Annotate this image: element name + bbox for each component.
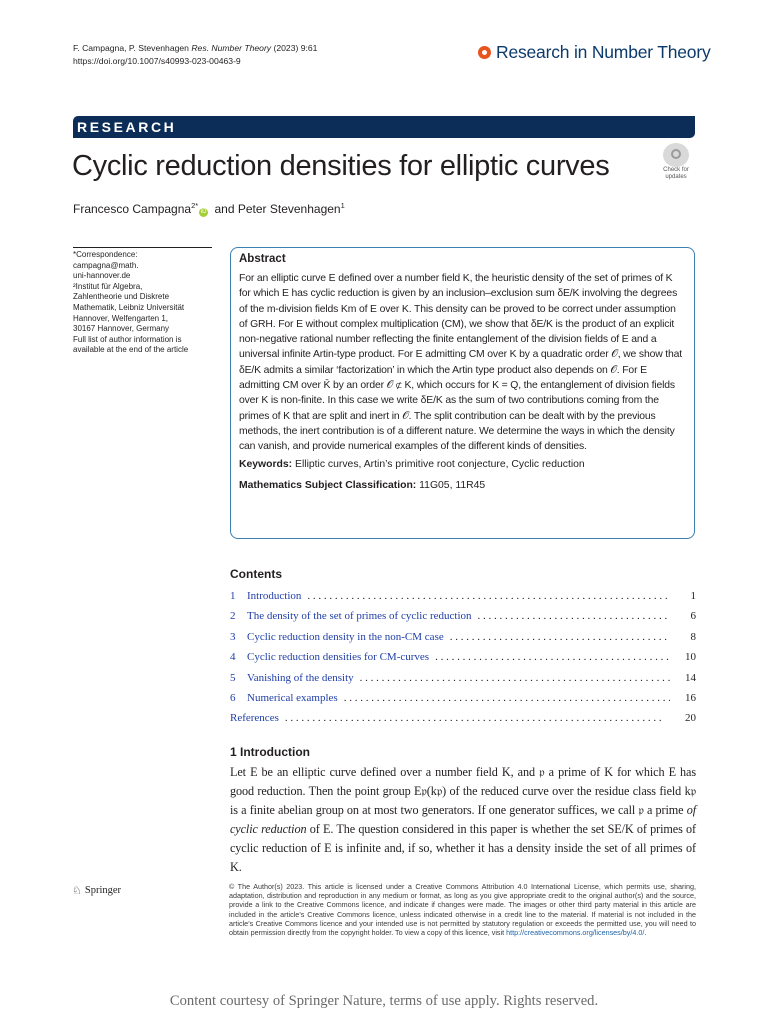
check-for-updates-label-2: updates <box>665 174 687 180</box>
courtesy-notice: Content courtesy of Springer Nature, terms of use apply. Rights reserved. <box>169 993 599 1009</box>
toc-item-vanishing[interactable] <box>230 668 696 688</box>
table-of-contents <box>230 586 696 729</box>
msc-label: Mathematics Subject Classification: <box>239 479 417 491</box>
citation-line <box>73 42 317 55</box>
msc-value: 11G05, 11R45 <box>419 479 486 491</box>
msc-classification <box>239 478 686 493</box>
intro-italic: of cyclic reduction <box>230 803 696 836</box>
toc-leader <box>279 708 670 728</box>
license-notice <box>229 882 696 937</box>
keywords <box>239 457 686 472</box>
license-end: . <box>644 928 647 938</box>
side-notes <box>73 250 218 356</box>
citation-authors: F. Campagna, P. Stevenhagen <box>73 43 189 53</box>
publisher-logo <box>72 884 121 897</box>
toc-label[interactable]: References <box>230 712 279 725</box>
section-heading-introduction: 1 Introduction <box>230 745 310 759</box>
toc-label[interactable]: Vanishing of the density <box>247 671 354 684</box>
doi-link[interactable]: https://doi.org/10.1007/s40993-023-00463-9 <box>73 56 241 66</box>
toc-number: 2 <box>230 610 236 623</box>
check-for-updates-icon <box>663 143 689 167</box>
abstract-text: For an elliptic curve E defined over a number field K, the heuristic density of the set of primes of K for which E has cyclic reduction is given by an inclusion–exclusion sum δE/K involving the degrees of the m-division fields Km of E over K. This density can be proved to be correct under assumption of GRH. For E without complex multiplication (CM), we show that δE/K is the product of an explicit non-negative rational number reflecting the finite entanglement of the division fields of E and a universal infinite Artin-type product. For E admitting CM over K by a quadratic order 𝒪, we show that δE/K admits a similar ‘factorization’ in which the Artin type product also depends on 𝒪. For E admitting CM over K̄ by an order 𝒪 ⊄ K, which occurs for K = Q, the entanglement of division fields over K is non-finite. In this case we write δE/K as the sum of two contributions coming from the primes of K that are split and inert in 𝒪. The split contribution can be dealt with by the previous methods, the inert contribution is of a different nature. We determine the ways in which the density can vanish, and provide numerical examples of the different kinds of densities. <box>239 273 683 453</box>
publisher-name: Springer <box>84 885 122 896</box>
section-label-bar: RESEARCH <box>73 116 695 138</box>
author-info-note: available at the end of the article <box>73 345 189 355</box>
author-name[interactable]: Francesco Campagna <box>73 202 192 216</box>
author-info-note: Full list of author information is <box>73 334 182 344</box>
author-affiliation-sup: 2* <box>191 201 199 210</box>
toc-page: 6 <box>670 606 696 626</box>
toc-item-density[interactable] <box>230 606 696 626</box>
correspondence-label: *Correspondence: <box>73 250 138 259</box>
toc-leader <box>301 586 670 606</box>
toc-leader <box>354 668 670 688</box>
abstract-box <box>230 247 695 539</box>
citation-volume: (2023) 9:61 <box>273 43 318 53</box>
check-for-updates-button[interactable] <box>656 143 696 181</box>
paper-title: Cyclic reduction densities for elliptic curves <box>72 150 610 182</box>
toc-page: 10 <box>670 647 696 667</box>
toc-leader <box>338 688 670 708</box>
side-notes-divider <box>73 247 212 248</box>
toc-label[interactable]: Numerical examples <box>247 691 338 704</box>
toc-leader <box>429 647 670 667</box>
orcid-icon[interactable]: iD <box>200 209 207 215</box>
springer-horse-icon: ♘ <box>72 885 82 897</box>
affiliation-line: Hannover, Welfengarten 1, <box>73 313 169 323</box>
toc-number: 4 <box>230 651 236 664</box>
toc-leader <box>444 627 670 647</box>
journal-logo-icon <box>478 46 491 59</box>
affiliation-line: Mathematik, Leibniz Universität <box>73 302 185 312</box>
journal-brand[interactable] <box>478 42 711 63</box>
toc-leader <box>472 606 670 626</box>
author-name-second[interactable]: and Peter Stevenhagen <box>211 202 341 216</box>
introduction-paragraph <box>230 763 696 877</box>
toc-page: 14 <box>670 668 696 688</box>
affiliation-line: 30167 Hannover, Germany <box>73 324 170 334</box>
toc-item-non-cm[interactable] <box>230 627 696 647</box>
affiliation-line: Zahlentheorie und Diskrete <box>73 292 170 302</box>
license-link[interactable]: http://creativecommons.org/licenses/by/4.0/ <box>506 928 645 938</box>
keywords-label: Keywords: <box>239 458 293 470</box>
toc-number: 3 <box>230 630 236 643</box>
toc-page: 8 <box>670 627 696 647</box>
affiliation-line: ²Institut für Algebra, <box>73 281 143 291</box>
article-header <box>73 42 317 68</box>
toc-item-introduction[interactable] <box>230 586 696 606</box>
contents-heading: Contents <box>230 567 282 581</box>
abstract-heading: Abstract <box>239 253 286 265</box>
toc-label[interactable]: The density of the set of primes of cyclic reduction <box>247 610 472 623</box>
toc-item-cm-curves[interactable] <box>230 647 696 667</box>
keywords-value: Elliptic curves, Artin’s primitive root conjecture, Cyclic reduction <box>295 458 585 470</box>
intro-text: Let E be an elliptic curve defined over a number field K, and 𝔭 a prime of K for which E has good reduction. Then the point group E𝔭(k𝔭) of the reduced curve over the residue class field k𝔭 is a finite abelian group on at most two generators. If one generator suffices, we call 𝔭 a prime <box>230 765 696 817</box>
author-list <box>73 201 345 217</box>
license-text: © The Author(s) 2023. This article is licensed under a Creative Commons Attribution 4.0 International License, which permits use, sharing, adaptation, distribution and reproduction in any medium or format, as long as you give appropriate credit to the original author(s) and the source, provide a link to the Creative Commons licence, and indicate if changes were made. The images or other third party material in this article are included in the article’s Creative Commons licence, unless indicated otherwise in a credit line to the material. If material is not included in the article’s Creative Commons licence and your intended use is not permitted by statutory regulation or exceeds the permitted use, you will need to obtain permission directly from the copyright holder. To view a copy of this licence, visit <box>229 882 696 938</box>
toc-label[interactable]: Introduction <box>247 590 302 602</box>
intro-text-end: of E. The question considered in this paper is whether the set SE/K of primes of cyclic reduction of E is infinite and, if so, whether it has a density inside the set of all primes of K. <box>230 822 696 874</box>
toc-number: 6 <box>230 691 236 704</box>
journal-name: Research in Number Theory <box>496 42 711 62</box>
toc-label[interactable]: Cyclic reduction density in the non-CM case <box>247 630 444 643</box>
citation-journal: Res. Number Theory <box>191 43 272 53</box>
correspondence-email-cont[interactable]: uni-hannover.de <box>73 271 131 281</box>
toc-number: 5 <box>230 671 236 684</box>
correspondence-email[interactable]: campagna@math. <box>73 260 139 270</box>
toc-label[interactable]: Cyclic reduction densities for CM-curves <box>247 651 430 664</box>
check-for-updates-label-1: Check for <box>663 167 689 173</box>
toc-page: 16 <box>670 688 696 708</box>
toc-page: 20 <box>670 708 696 728</box>
author-affiliation-sup-second: 1 <box>340 201 345 210</box>
toc-number: 1 <box>230 590 236 602</box>
toc-item-numerical[interactable] <box>230 688 696 708</box>
toc-item-references[interactable] <box>230 708 696 728</box>
toc-page: 1 <box>670 586 696 606</box>
